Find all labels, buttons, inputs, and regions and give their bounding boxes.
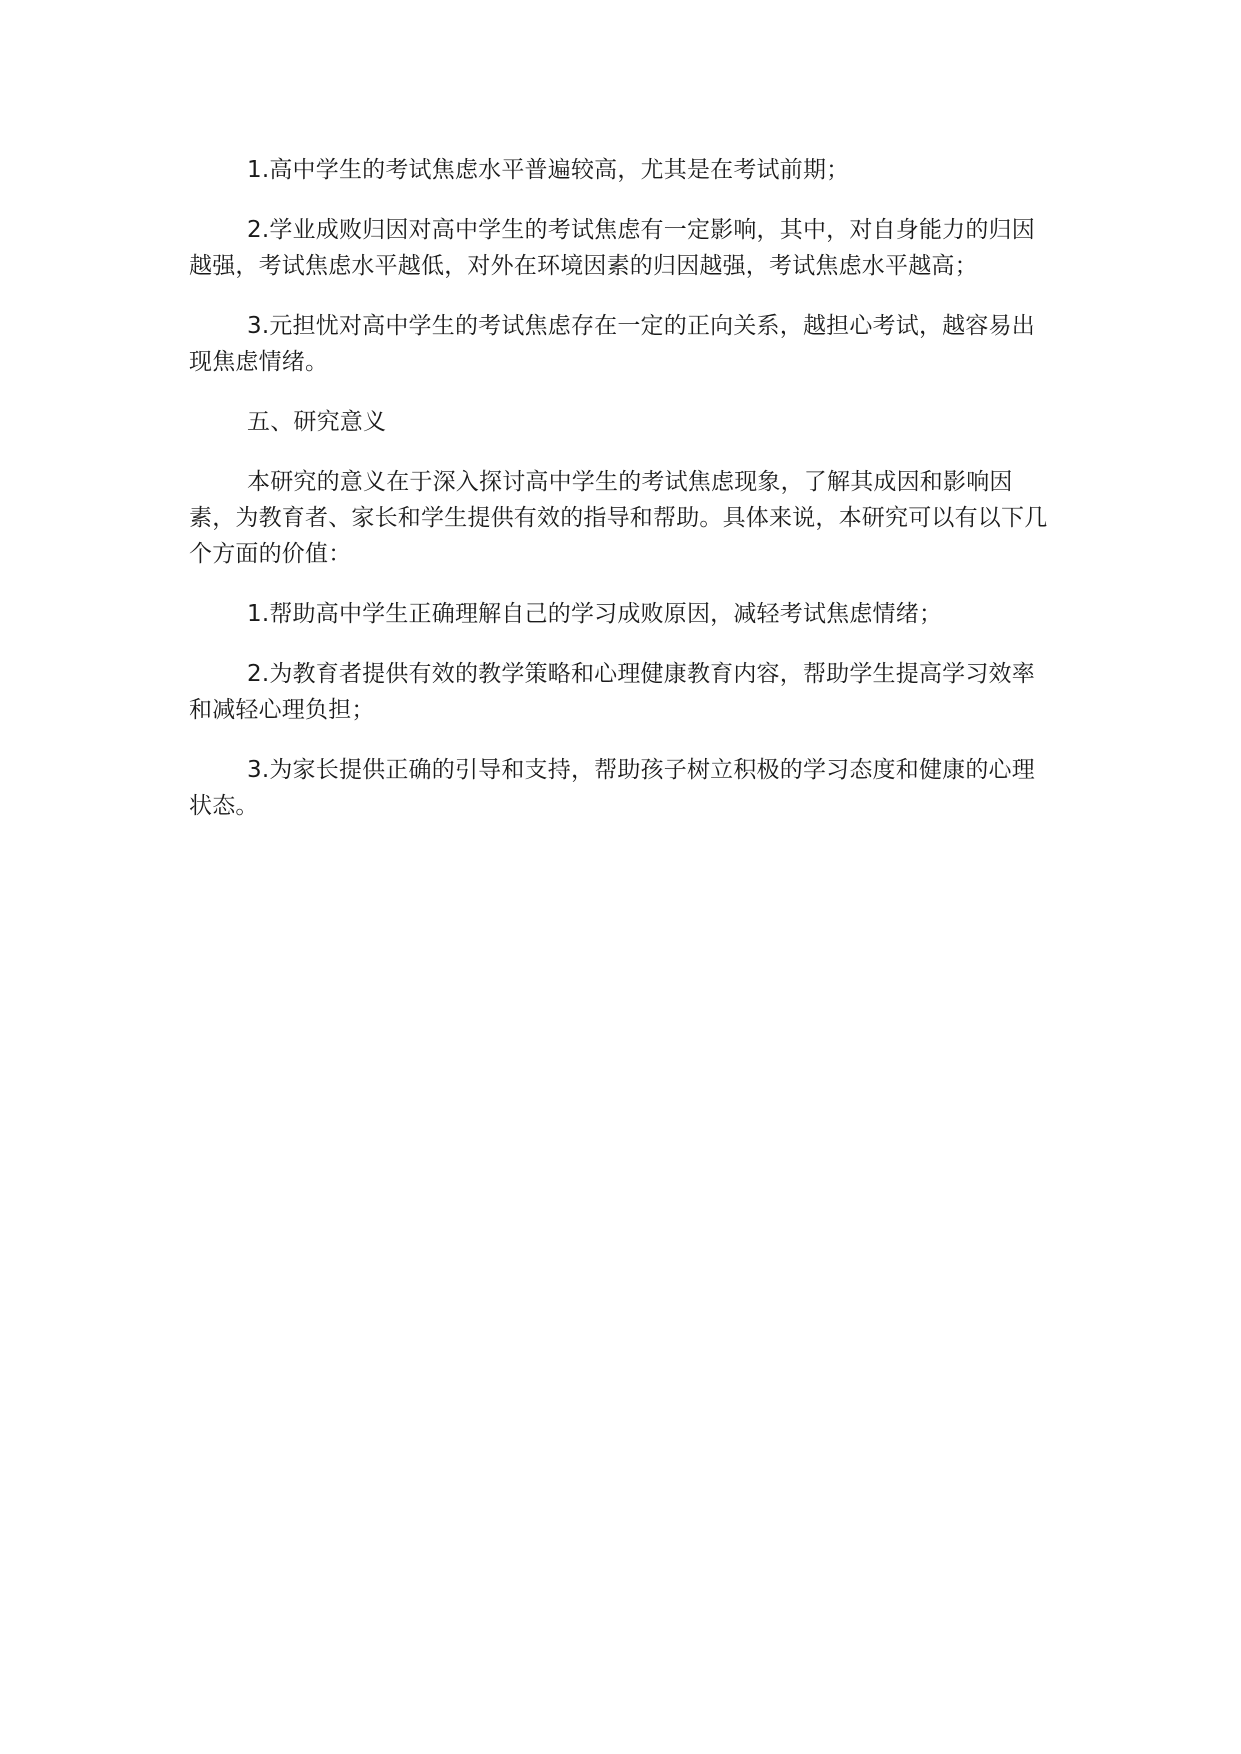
significance-item-1: 1.帮助高中学生正确理解自己的学习成败原因，减轻考试焦虑情绪； — [247, 601, 943, 627]
document-body — [189, 152, 1053, 848]
significance-item-2: 2.为教育者提供有效的教学策略和心理健康教育内容，帮助学生提高学习效率和减轻心理负担； — [189, 661, 1035, 723]
finding-item-1: 1.高中学生的考试焦虑水平普遍较高，尤其是在考试前期； — [247, 157, 850, 183]
finding-item-2: 2.学业成败归因对高中学生的考试焦虑有一定影响，其中，对自身能力的归因越强，考试焦虑水平越低，对外在环境因素的归因越强，考试焦虑水平越高； — [189, 217, 1035, 279]
significance-item-3: 3.为家长提供正确的引导和支持，帮助孩子树立积极的学习态度和健康的心理状态。 — [189, 757, 1035, 819]
significance-intro: 本研究的意义在于深入探讨高中学生的考试焦虑现象，了解其成因和影响因素，为教育者、家长和学生提供有效的指导和帮助。具体来说，本研究可以有以下几个方面的价值： — [189, 469, 1048, 567]
section-heading: 五、研究意义 — [247, 409, 387, 435]
finding-item-3: 3.元担忧对高中学生的考试焦虑存在一定的正向关系，越担心考试，越容易出现焦虑情绪。 — [189, 313, 1035, 375]
